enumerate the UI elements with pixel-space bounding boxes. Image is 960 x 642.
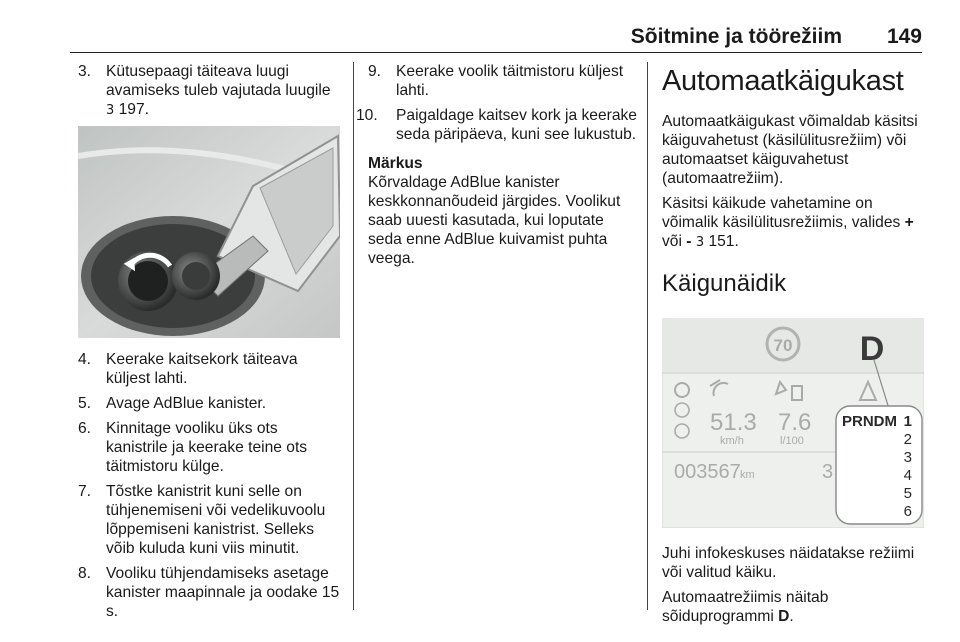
speed-value: 51.3 — [710, 409, 757, 436]
trip-partial: 3 — [822, 461, 834, 483]
fuel-flap-photo — [78, 126, 340, 338]
paragraph: Käsitsi käikude vahetamine on võimalik käsilülitusrežiimis, valides + või - 3 151. — [662, 195, 914, 250]
list-item: 4. Keerake kaitsekork täiteava küljest lahti. — [78, 351, 298, 387]
list-item: 6. Kinnitage vooliku üks ots kanistrile ja keerake teine ots täitmistoru külge. — [78, 420, 308, 475]
note-text: Kõrvaldage AdBlue kanister keskkonnanõudeid järgides. Voolikut saab uuesti kasutada, kui loputate seda enne AdBlue kuivamist puhta veega. — [368, 174, 621, 267]
page-ref[interactable]: 197. — [118, 101, 149, 118]
column-2 — [356, 62, 638, 274]
list-item: 3. Kütusepaagi täiteava luugi avamiseks tuleb vajutada luugile 3 197. — [78, 63, 331, 118]
speed-unit: km/h — [720, 435, 744, 447]
callout-gear: 4 — [903, 467, 912, 484]
paragraph: Automaatrežiimis näitab sõiduprogrammi D. — [662, 589, 829, 625]
page-ref[interactable]: 151. — [708, 233, 739, 250]
list-item: 8. Vooliku tühjendamiseks asetage kanister maapinnale ja oodake 15 s. — [78, 565, 340, 620]
running-title: Sõitmine ja töörežiim — [630, 25, 842, 48]
page-ref-icon: 3 — [106, 103, 115, 118]
instrument-cluster-illustration — [662, 318, 924, 528]
callout-gear: 5 — [903, 485, 912, 502]
odometer-unit: km — [740, 469, 755, 481]
subsection-heading: Käigunäidik — [662, 270, 787, 297]
callout-prndm: PRNDM — [842, 413, 897, 430]
odometer-value: 003567 — [674, 461, 741, 483]
note-title: Märkus — [368, 155, 423, 172]
callout-gear: 2 — [903, 431, 912, 448]
paragraph: Juhi infokeskuses näidatakse režiimi või valitud käiku. — [662, 545, 915, 581]
column-3 — [662, 62, 928, 632]
section-heading: Automaatkäigukast — [662, 65, 904, 97]
page-ref-icon: 3 — [695, 235, 705, 250]
column-1 — [78, 62, 340, 627]
page-header — [70, 24, 922, 53]
page-number: 149 — [886, 25, 922, 48]
consumption-unit: l/100 — [780, 435, 804, 447]
callout-gear: 3 — [903, 449, 912, 466]
list-item: 7. Tõstke kanistrit kuni selle on tühjenemiseni või vedelikuvoolu lõppemiseni kanistrist. Selleks võib kuluda kuni viis minutit. — [78, 483, 326, 557]
consumption-value: 7.6 — [778, 409, 812, 436]
paragraph: Automaatkäigukast võimaldab käsitsi käiguvahetust (käsilülitusrežiim) või automaatset käiguvahetust (automaatrežiim). — [662, 113, 918, 187]
list-item: 5. Avage AdBlue kanister. — [78, 395, 267, 412]
speed-limit-value: 70 — [773, 336, 793, 355]
callout-gear: 1 — [903, 413, 912, 430]
gear-indicator: D — [859, 330, 885, 368]
callout-gear: 6 — [903, 503, 912, 520]
list-item: 10. Paigaldage kaitsev kork ja keerake seda päripäeva, kuni see lukustub. — [356, 107, 637, 143]
column-divider-1 — [353, 62, 354, 610]
list-item: 9. Keerake voolik täitmistoru küljest lahti. — [368, 63, 624, 99]
column-divider-2 — [647, 62, 648, 610]
